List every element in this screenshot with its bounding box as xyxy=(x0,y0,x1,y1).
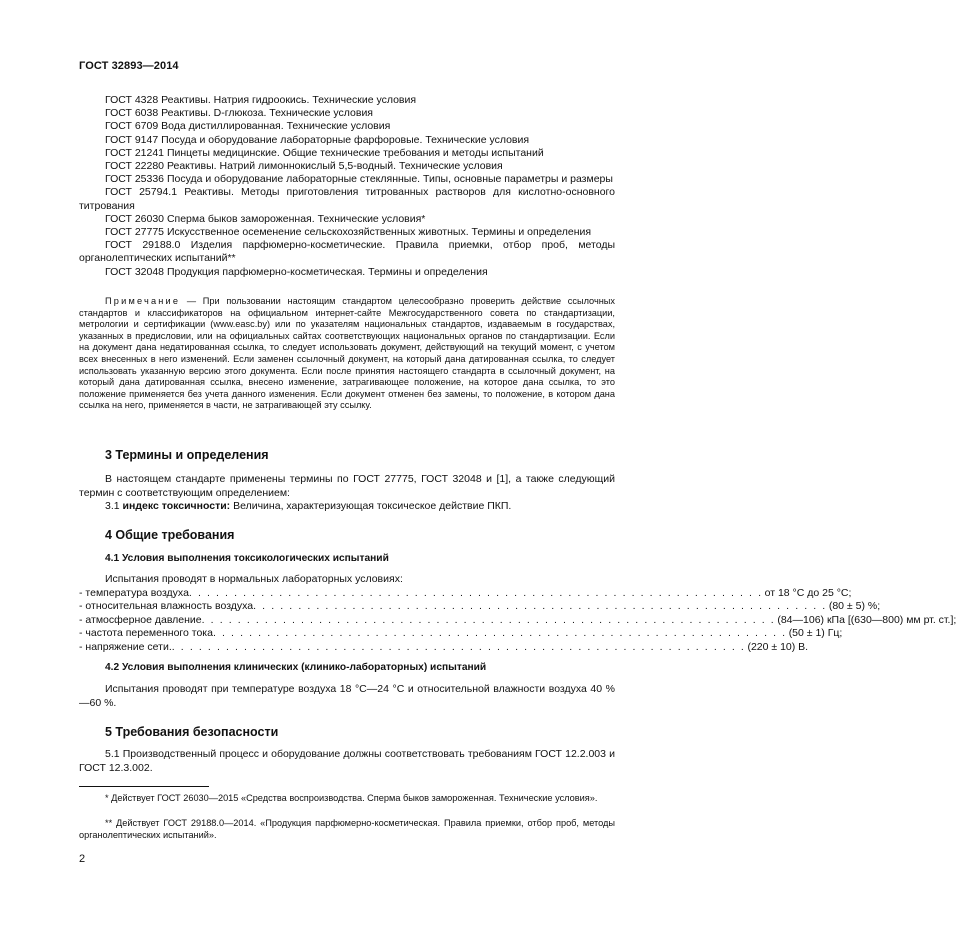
leader-dots: . . . . . . . . . . . . . . . . . . . . . . . . . . . . . . . . . . . . . . . . . . . . . . . . . . . . . . . . . . . . . . . . xyxy=(253,600,827,613)
condition-value: от 18 °С до 25 °С; xyxy=(764,586,852,599)
reference-item: ГОСТ 32048 Продукция парфюмерно-косметическая. Термины и определения xyxy=(105,265,488,278)
section-3-heading: 3 Термины и определения xyxy=(105,448,269,462)
section-3-body xyxy=(79,473,615,514)
reference-item: ГОСТ 4328 Реактивы. Натрия гидроокись. Технические условия xyxy=(105,94,417,106)
leader-dots: . . . . . . . . . . . . . . . . . . . . . . . . . . . . . . . . . . . . . . . . . . . . . . . . . . . . . . . . . . . . . . . . xyxy=(201,613,776,626)
section-5-body xyxy=(79,748,615,775)
leader-dots: . . . . . . . . . . . . . . . . . . . . . . . . . . . . . . . . . . . . . . . . . . . . . . . . . . . . . . . . . . . . . . . . xyxy=(188,586,763,599)
condition-row xyxy=(79,600,881,614)
note-label: Примечание xyxy=(105,296,181,306)
condition-row xyxy=(79,640,809,655)
reference-item: ГОСТ 26030 Сперма быков замороженная. Технические условия* xyxy=(105,212,426,225)
condition-label: - частота переменного тока xyxy=(79,627,213,640)
condition-row xyxy=(79,613,956,628)
term-definition-text: Величина, характеризующая токсическое действие ПКП. xyxy=(230,500,512,513)
subsection-4-1-body xyxy=(79,573,956,655)
section-4-heading: 4 Общие требования xyxy=(105,528,235,542)
condition-value: (80 ± 5) %; xyxy=(828,600,881,613)
conditions-intro: Испытания проводят в нормальных лабораторных условиях: xyxy=(105,573,403,585)
reference-item: ГОСТ 9147 Посуда и оборудование лабораторные фарфоровые. Технические условия xyxy=(105,133,530,146)
reference-item: ГОСТ 6709 Вода дистиллированная. Технические условия xyxy=(105,120,391,133)
subsection-4-2-heading: 4.2 Условия выполнения клинических (клинико-лабораторных) испытаний xyxy=(105,662,487,673)
leader-dots: . . . . . . . . . . . . . . . . . . . . . . . . . . . . . . . . . . . . . . . . . . . . . . . . . . . . . . . . . . . . . . . . xyxy=(212,627,787,640)
section-5-heading: 5 Требования безопасности xyxy=(105,725,279,739)
reference-item: ГОСТ 21241 Пинцеты медицинские. Общие технические требования и методы испытаний xyxy=(105,146,544,159)
condition-label: - напряжение сети. xyxy=(79,640,172,653)
reference-item: ГОСТ 25336 Посуда и оборудование лабораторные стеклянные. Типы, основные параметры и размеры xyxy=(105,173,613,186)
condition-value: (220 ± 10) В. xyxy=(747,640,809,653)
term-number: 3.1 xyxy=(105,500,120,513)
reference-item: ГОСТ 29188.0 Изделия парфюмерно-косметические. Правила приемки, отбор проб, методы органолептических испытаний** xyxy=(79,239,615,265)
subsection-4-1-heading: 4.1 Условия выполнения токсикологических испытаний xyxy=(105,553,389,564)
reference-item: ГОСТ 25794.1 Реактивы. Методы приготовления титрованных растворов для кислотно-основного титрования xyxy=(79,186,615,212)
condition-label: - относительная влажность воздуха xyxy=(79,600,254,613)
page-header: ГОСТ 32893—2014 xyxy=(79,60,179,72)
term-name: индекс токсичности: xyxy=(122,500,231,513)
section-3-intro: В настоящем стандарте применены термины по ГОСТ 27775, ГОСТ 32048 и [1], а также следующий термин с соответствующим определением: xyxy=(79,473,615,499)
condition-row xyxy=(79,586,852,601)
condition-value: (84—106) кПа [(630—800) мм рт. ст.]; xyxy=(777,613,956,626)
reference-item: ГОСТ 6038 Реактивы. D-глюкоза. Технические условия xyxy=(105,107,373,120)
reference-item: ГОСТ 27775 Искусственное осеменение сельскохозяйственных животных. Термины и определения xyxy=(105,226,592,239)
note-paragraph xyxy=(79,296,615,412)
condition-row xyxy=(79,627,843,641)
section-5-text: 5.1 Производственный процесс и оборудование должны соответствовать требованиям ГОСТ 12.2.003 и ГОСТ 12.3.002. xyxy=(79,748,615,774)
subsection-4-2-text: Испытания проводят при температуре воздуха 18 °С—24 °С и относительной влажности воздуха 40 %—60 %. xyxy=(79,683,615,709)
leader-dots: . . . . . . . . . . . . . . . . . . . . . . . . . . . . . . . . . . . . . . . . . . . . . . . . . . . . . . . . . . . . . . . . xyxy=(171,640,746,653)
footnote-divider xyxy=(79,786,209,787)
page-number: 2 xyxy=(79,853,86,865)
condition-value: (50 ± 1) Гц; xyxy=(788,627,843,640)
normative-references-list xyxy=(79,94,615,279)
condition-label: - температура воздуха xyxy=(79,586,189,599)
note-text: — При пользовании настоящим стандартом целесообразно проверить действие ссылочных стандартов и классификаторов на официальном интернет-сайте Межгосударственного совета по стандартизации, метрологии и сертификации (www.easc.by) или по указателям национальных стандартов, издаваемым в государствах, указанных в предисловии, или на официальных сайтах соответствующих национальных органов по стандартизации. Если на документ дана недатированная ссылка, то следует использовать документ, действующий на текущий момент, с учетом всех внесенных в него изменений. Если заменен ссылочный документ, на который дана датированная ссылка, то следует использовать указанную версию этого документа. Если после принятия настоящего стандарта в ссылочный документ, на который дана датированная ссылка, внесено изменение, затрагивающее положение, на которое дана ссылка, то это положение применяется без учета данного изменения. Если документ отменен без замены, то положение, в котором дана ссылка на него, применяется в части, не затрагивающей эту ссылку. xyxy=(79,296,615,411)
term-definition xyxy=(79,500,615,514)
footnote: * Действует ГОСТ 26030—2015 «Средства воспроизводства. Сперма быков замороженная. Технические условия». xyxy=(105,793,598,803)
reference-item: ГОСТ 22280 Реактивы. Натрий лимоннокислый 5,5-водный. Технические условия xyxy=(105,160,503,173)
footnote: ** Действует ГОСТ 29188.0—2014. «Продукция парфюмерно-косметическая. Правила приемки, отбор проб, методы органолептических испытаний». xyxy=(79,818,615,840)
condition-label: - атмосферное давление xyxy=(79,613,202,626)
subsection-4-2-body xyxy=(79,683,615,710)
